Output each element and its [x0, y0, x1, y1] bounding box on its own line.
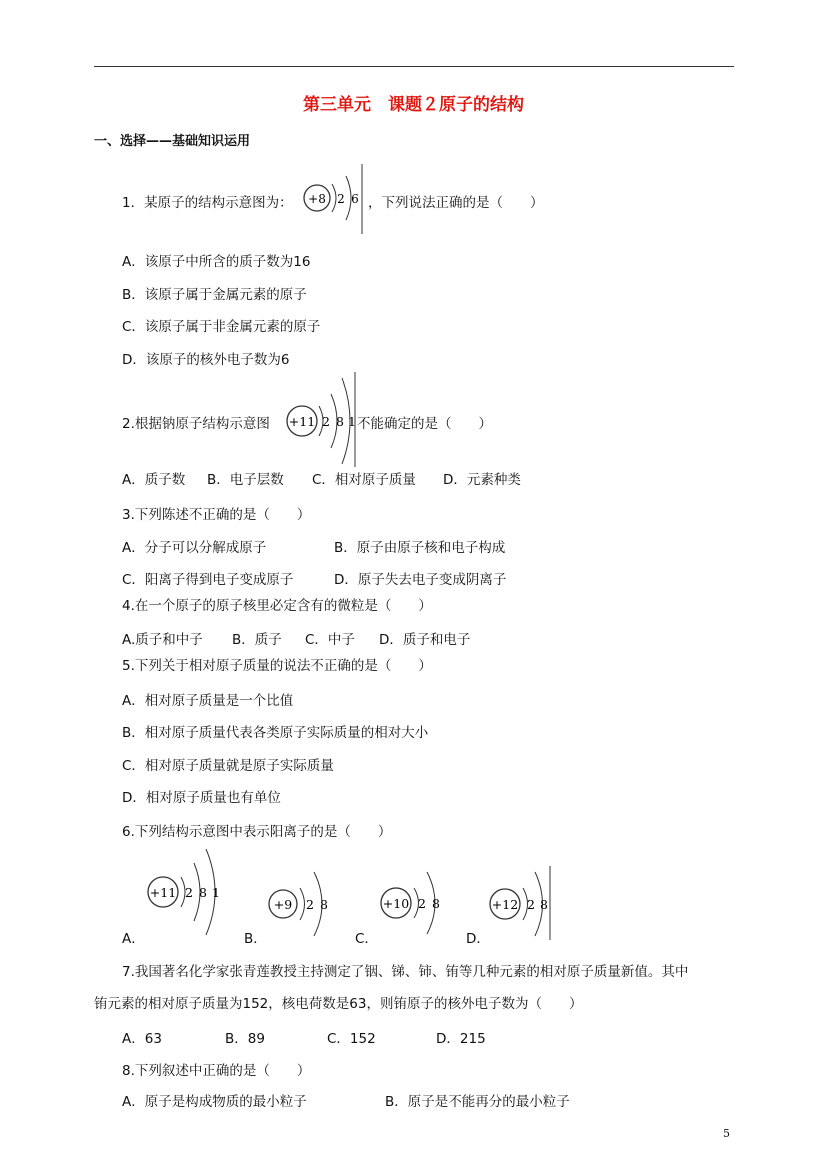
q2-atom-diagram [284, 370, 360, 468]
q4-option-b: B．质子 [232, 632, 282, 648]
q6-option-a-label: A． [122, 931, 145, 947]
q5-option-c: C．相对原子质量就是原子实际质量 [122, 758, 334, 774]
q5-stem: 5.下列关于相对原子质量的说法不正确的是（ ） [122, 658, 432, 674]
q1-stem-pre: 1．某原子的结构示意图为： [122, 195, 293, 211]
q4-option-a: A.质子和中子 [122, 632, 203, 648]
q6-option-b-diagram [264, 866, 334, 938]
q6-a-shell-1: 2 [185, 885, 193, 900]
q6-b-shell-1: 2 [306, 897, 314, 912]
section-heading: 一、选择——基础知识运用 [94, 134, 251, 149]
q4-stem: 4.在一个原子的原子核里必定含有的微粒是（ ） [122, 598, 432, 614]
q3-option-b: B．原子由原子核和电子构成 [334, 540, 506, 556]
q1-option-b: B．该原子属于金属元素的原子 [122, 287, 307, 303]
q7-option-a: A．63 [122, 1031, 162, 1047]
q4-option-d: D．质子和电子 [379, 632, 471, 648]
q1-option-d: D．该原子的核外电子数为6 [122, 352, 290, 368]
q3-option-c: C．阳离子得到电子变成原子 [122, 572, 294, 588]
q2-shell-3: 1 [348, 414, 356, 429]
q1-shell-1: 2 [337, 192, 345, 206]
q3-option-a: A．分子可以分解成原子 [122, 540, 267, 556]
q8-stem: 8.下列叙述中正确的是（ ） [122, 1063, 311, 1079]
q1-atom-diagram [300, 162, 366, 234]
q6-c-nucleus: +10 [382, 896, 410, 911]
q6-b-shell-2: 8 [320, 897, 328, 912]
q6-option-a-diagram [144, 845, 228, 937]
q3-stem: 3.下列陈述不正确的是（ ） [122, 507, 311, 523]
q6-c-shell-1: 2 [418, 896, 426, 911]
header-rule [94, 66, 734, 67]
q6-a-shell-3: 1 [212, 885, 220, 900]
q7-option-b: B．89 [225, 1031, 265, 1047]
q6-d-shell-1: 2 [527, 897, 535, 912]
page-title: 第三单元 课题２原子的结构 [303, 95, 524, 115]
q6-d-nucleus: +12 [491, 897, 519, 912]
q2-option-a: A．质子数 [122, 472, 186, 488]
q6-c-shell-2: 8 [432, 896, 440, 911]
q1-stem-post: ，下列说法正确的是（ ） [368, 195, 544, 211]
q1-nucleus-label: +8 [308, 192, 326, 206]
q5-option-d: D．相对原子质量也有单位 [122, 790, 281, 806]
q2-shell-1: 2 [322, 414, 330, 429]
q6-option-c-label: C． [355, 931, 378, 947]
q8-option-a: A．原子是构成物质的最小粒子 [122, 1094, 307, 1110]
q2-option-c: C．相对原子质量 [312, 472, 416, 488]
q6-option-d-diagram [486, 866, 556, 942]
q7-stem-line2: 铕元素的相对原子质量为152，核电荷数是63，则铕原子的核外电子数为（ ） [94, 996, 583, 1012]
q6-b-nucleus: +9 [273, 897, 293, 912]
q7-option-c: C．152 [327, 1031, 376, 1047]
q6-a-shell-2: 8 [199, 885, 207, 900]
q5-option-a: A．相对原子质量是一个比值 [122, 693, 294, 709]
q2-option-b: B．电子层数 [207, 472, 284, 488]
q6-option-b-label: B． [244, 931, 267, 947]
page-number: 5 [723, 1127, 730, 1140]
q7-option-d: D．215 [436, 1031, 486, 1047]
q6-stem: 6.下列结构示意图中表示阳离子的是（ ） [122, 824, 392, 840]
q6-option-d-label: D． [466, 931, 490, 947]
q2-stem-pre: 2.根据钠原子结构示意图 [122, 416, 270, 432]
q7-stem-line1: 7.我国著名化学家张青莲教授主持测定了铟、锑、铈、铕等几种元素的相对原子质量新值。其中 [122, 964, 689, 980]
q8-option-b: B．原子是不能再分的最小粒子 [385, 1094, 570, 1110]
q6-d-shell-2: 8 [540, 897, 548, 912]
q1-option-a: A．该原子中所含的质子数为16 [122, 254, 311, 270]
q2-option-d: D．元素种类 [443, 472, 521, 488]
q6-option-c-diagram [377, 866, 447, 938]
q2-shell-2: 8 [336, 414, 344, 429]
q1-option-c: C．该原子属于非金属元素的原子 [122, 319, 321, 335]
q3-option-d: D．原子失去电子变成阴离子 [334, 572, 507, 588]
q4-option-c: C．中子 [305, 632, 355, 648]
q6-a-nucleus: +11 [149, 885, 177, 900]
q1-shell-2: 6 [351, 192, 359, 206]
q2-stem-post: 不能确定的是（ ） [357, 416, 492, 432]
q5-option-b: B．相对原子质量代表各类原子实际质量的相对大小 [122, 725, 429, 741]
q2-nucleus-label: +11 [288, 414, 316, 429]
